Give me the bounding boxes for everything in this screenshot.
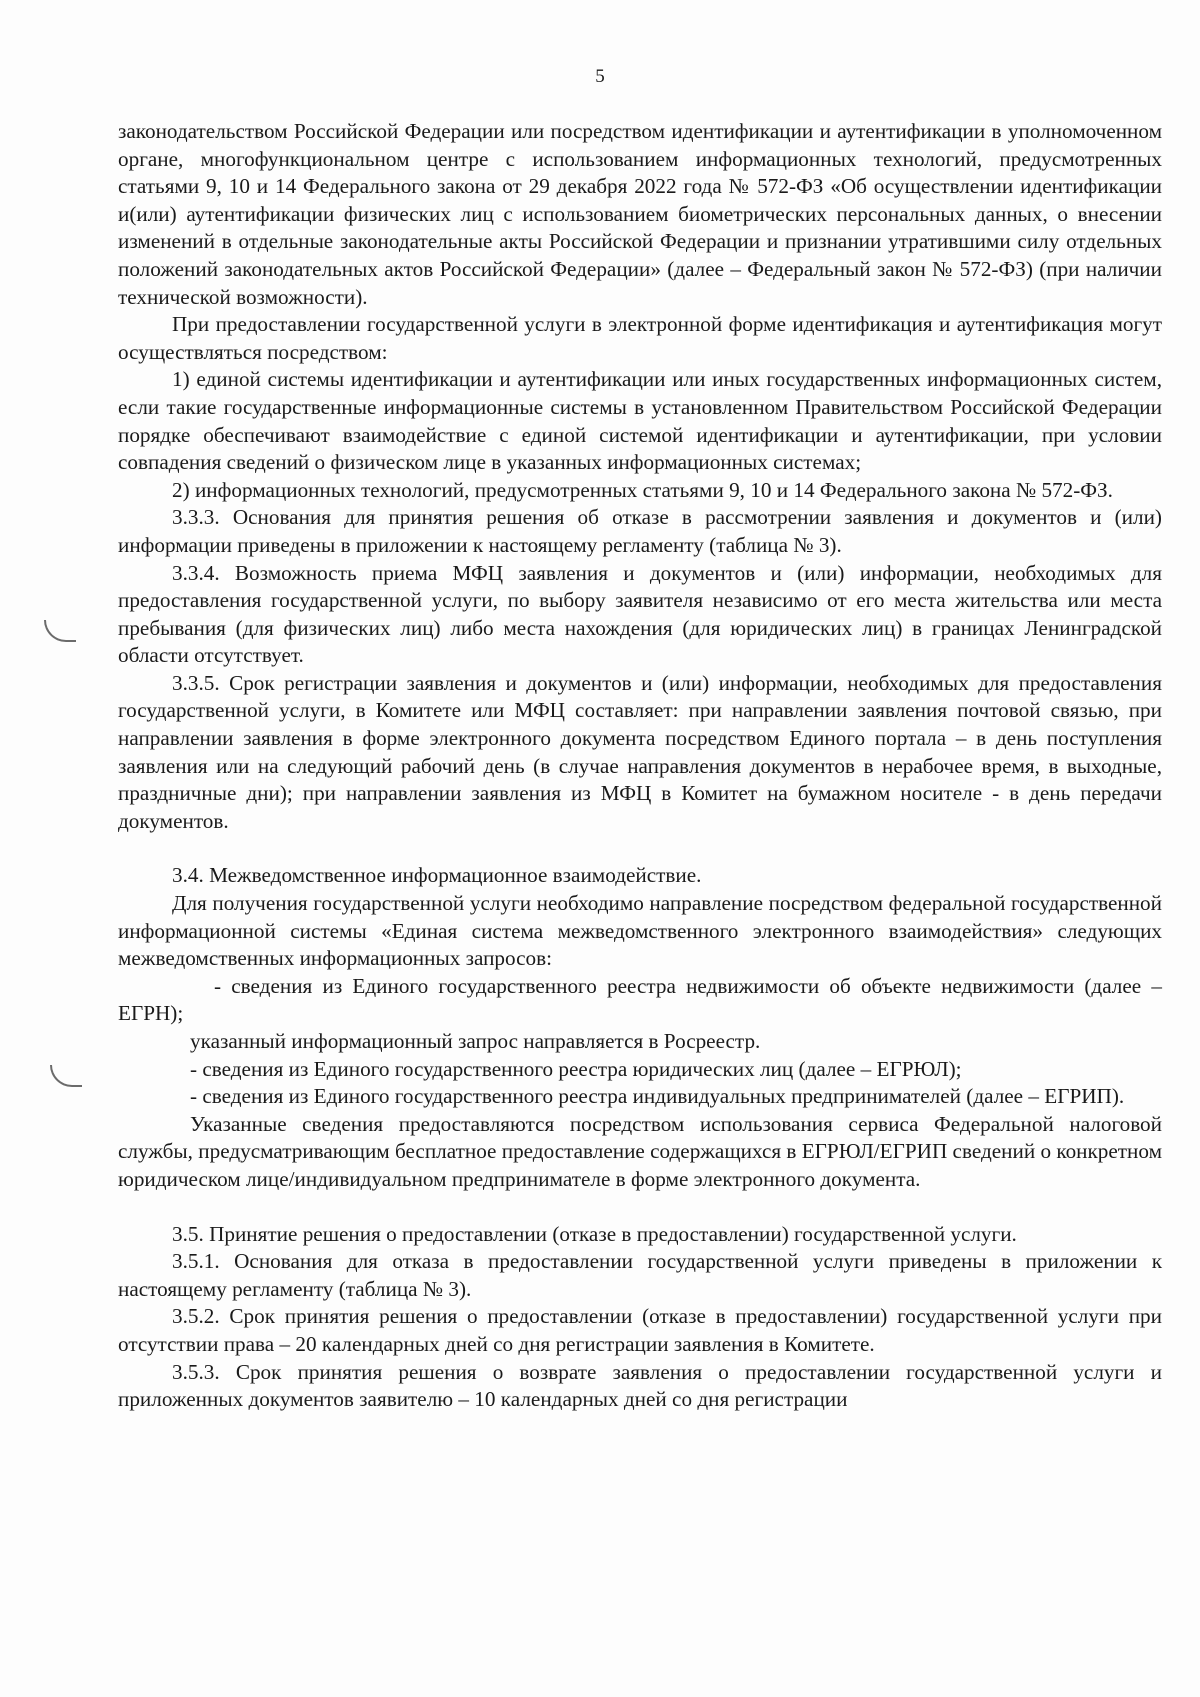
paragraph: При предоставлении государственной услуги в электронной форме идентификация и аутентификация могут осуществляться посредством: <box>118 312 1162 364</box>
paragraph: Указанные сведения предоставляются посредством использования сервиса Федеральной налоговой службы, предусматривающим бесплатное предоставление содержащихся в ЕГРЮЛ/ЕГРИП сведений о конкретном юридическом лице/индивидуальном предпринимателе в форме электронного документа. <box>118 1111 1162 1191</box>
page-number: 5 <box>595 66 605 87</box>
paragraph: 3.3.3. Основания для принятия решения об отказе в рассмотрении заявления и документов и (или) информации приведены в приложении к настоящему регламенту (таблица № 3). <box>118 505 1162 557</box>
document-body <box>118 118 1162 1414</box>
list-item: - сведения из Единого государственного реестра юридических лиц (далее – ЕГРЮЛ); <box>190 1056 962 1081</box>
paragraph: указанный информационный запрос направляется в Росреестр. <box>190 1029 761 1053</box>
list-item: - сведения из Единого государственного реестра недвижимости об объекте недвижимости (далее – ЕГРН); <box>118 973 1162 1026</box>
paragraph: 3.3.5. Срок регистрации заявления и документов и (или) информации, необходимых для предоставления государственной услуги, в Комитете или МФЦ составляет: при направлении заявления почтовой связью, при направлении заявления в форме электронного документа посредством Единого портала – в день поступления заявления или на следующий рабочий день (в случае направления документов в нерабочее время, в выходные, праздничные дни); при направлении заявления из МФЦ в Комитет на бумажном носителе - в день передачи документов. <box>118 670 1162 833</box>
paragraph: 3.5.2. Срок принятия решения о предоставлении (отказе в предоставлении) государственной услуги при отсутствии права – 20 календарных дней со дня регистрации заявления в Комитете. <box>118 1304 1162 1356</box>
paragraph: законодательством Российской Федерации или посредством идентификации и аутентификации в уполномоченном органе, многофункциональном центре с использованием информационных технологий, предусмотренных статьями 9, 10 и 14 Федерального закона от 29 декабря 2022 года № 572-ФЗ «Об осуществлении идентификации и(или) аутентификации физических лиц с использованием биометрических персональных данных, о внесении изменений в отдельные законодательные акты Российской Федерации и признании утратившими силу отдельных положений законодательных актов Российской Федерации» (далее – Федеральный закон № 572-ФЗ) (при наличии технической возможности). <box>118 119 1162 309</box>
section-heading: 3.4. Межведомственное информационное взаимодействие. <box>172 863 702 888</box>
paragraph: 3.5.1. Основания для отказа в предоставлении государственной услуги приведены в приложении к настоящему регламенту (таблица № 3). <box>118 1249 1162 1301</box>
paragraph: Для получения государственной услуги необходимо направление посредством федеральной государственной информационной системы «Единая система межведомственного электронного взаимодействия» следующих межведомственных информационных запросов: <box>118 891 1162 971</box>
section-heading: 3.5. Принятие решения о предоставлении (отказе в предоставлении) государственной услуги. <box>172 1221 1017 1246</box>
spacer <box>118 1194 1162 1221</box>
margin-pen-mark <box>50 1065 82 1087</box>
paragraph: 3.5.3. Срок принятия решения о возврате заявления о предоставлении государственной услуги и приложенных документов заявителю – 10 календарных дней со дня регистрации <box>118 1359 1162 1412</box>
list-item: 2) информационных технологий, предусмотренных статьями 9, 10 и 14 Федерального закона № 572-ФЗ. <box>172 477 1113 502</box>
list-item: 1) единой системы идентификации и аутентификации или иных государственных информационных систем, если такие государственные информационные системы в установленном Правительством Российской Федерации порядке обеспечивают взаимодействие с единой системой идентификации и аутентификации, при условии совпадения сведений о физическом лице в указанных информационных системах; <box>118 367 1162 475</box>
paragraph: 3.3.4. Возможность приема МФЦ заявления и документов и (или) информации, необходимых для предоставления государственной услуги, по выбору заявителя независимо от его места жительства или места пребывания (для физических лиц) либо места нахождения (для юридических лиц) в границах Ленинградской области отсутствует. <box>118 560 1162 668</box>
list-item: - сведения из Единого государственного реестра индивидуальных предпринимателей (далее – ЕГРИП). <box>190 1084 1125 1109</box>
margin-pen-mark <box>44 620 76 642</box>
spacer <box>118 835 1162 862</box>
